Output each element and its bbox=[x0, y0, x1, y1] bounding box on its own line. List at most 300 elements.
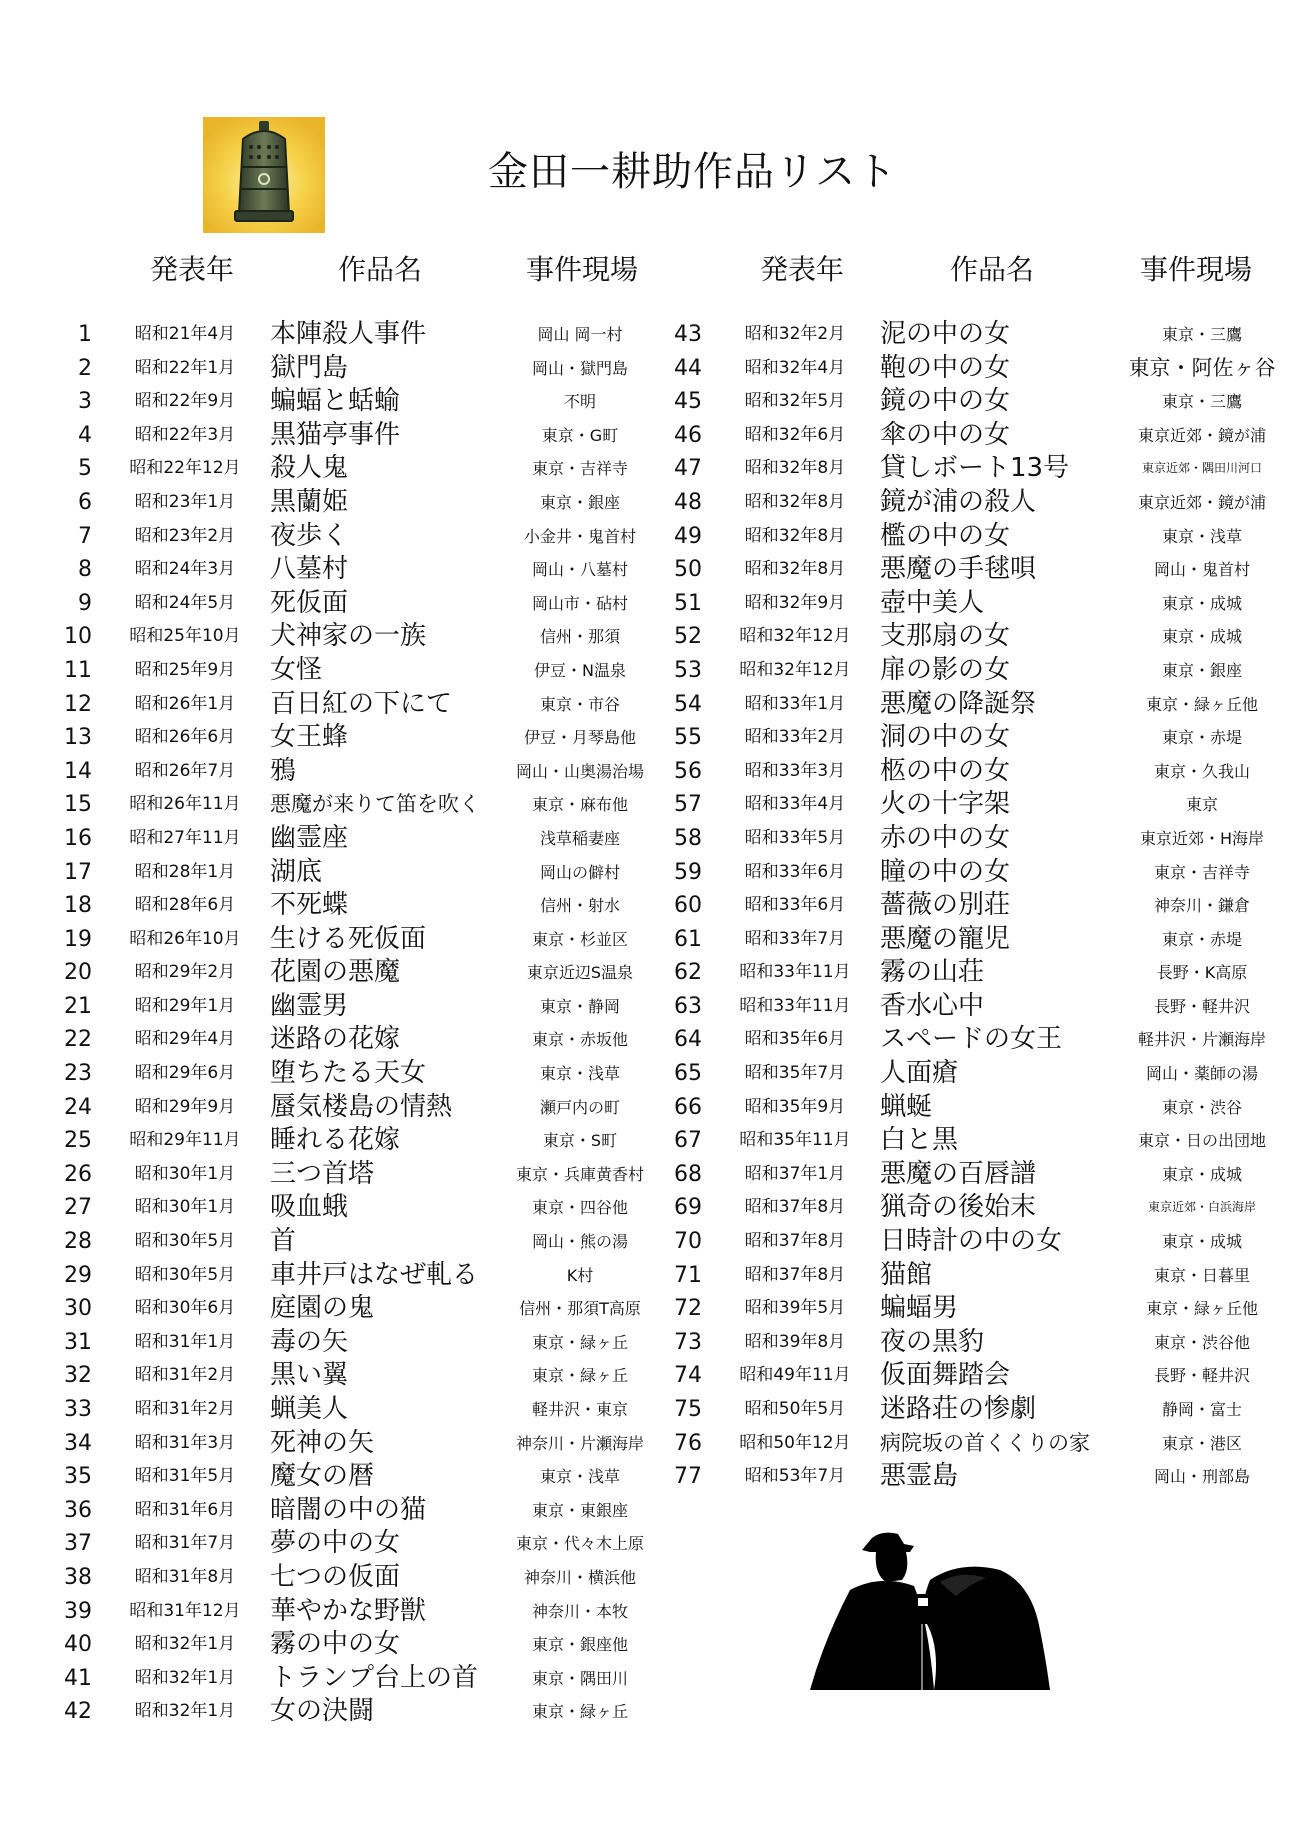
work-number: 15 bbox=[64, 792, 92, 818]
work-title: 七つの仮面 bbox=[270, 1561, 401, 1592]
crime-scene: 長野・軽井沢 bbox=[1153, 996, 1250, 1016]
crime-scene: 岡山・刑部島 bbox=[1153, 1467, 1250, 1487]
publication-year: 昭和29年9月 bbox=[134, 1096, 236, 1117]
work-number: 64 bbox=[674, 1027, 702, 1053]
crime-scene: 東京・市谷 bbox=[539, 694, 620, 714]
work-number: 7 bbox=[78, 523, 92, 549]
work-title: 悪魔の手毬唄 bbox=[880, 554, 1037, 585]
publication-year: 昭和29年2月 bbox=[134, 962, 236, 983]
crime-scene: 岡山 岡一村 bbox=[537, 325, 623, 344]
crime-scene: 東京・S町 bbox=[542, 1131, 618, 1151]
work-title: 迷路荘の惨劇 bbox=[880, 1394, 1037, 1424]
publication-year: 昭和29年6月 bbox=[134, 1063, 236, 1084]
work-number: 27 bbox=[64, 1195, 92, 1221]
crime-scene: 東京・銀座 bbox=[539, 492, 620, 512]
work-title: 火の十字架 bbox=[880, 789, 1011, 820]
crime-scene: 東京・G町 bbox=[541, 425, 619, 445]
work-number: 18 bbox=[64, 893, 92, 919]
work-title: トランプ台上の首 bbox=[270, 1662, 479, 1693]
publication-year: 昭和32年9月 bbox=[744, 592, 846, 613]
crime-scene: 神奈川・横浜他 bbox=[523, 1567, 636, 1587]
work-number: 29 bbox=[64, 1262, 92, 1288]
crime-scene: 東京・緑ヶ丘 bbox=[531, 1332, 628, 1352]
publication-year: 昭和29年11月 bbox=[129, 1130, 241, 1151]
work-number: 16 bbox=[64, 825, 92, 851]
work-number: 30 bbox=[64, 1296, 92, 1322]
work-number: 40 bbox=[64, 1632, 92, 1658]
work-title: 死仮面 bbox=[270, 587, 349, 618]
publication-year: 昭和32年12月 bbox=[739, 659, 851, 680]
publication-year: 昭和33年4月 bbox=[744, 794, 846, 815]
crime-scene: 東京・四谷他 bbox=[531, 1198, 628, 1218]
crime-scene: 東京・成城 bbox=[1161, 593, 1242, 613]
header-work-right: 作品名 bbox=[950, 253, 1035, 286]
work-number: 61 bbox=[674, 926, 702, 952]
publication-year: 昭和32年5月 bbox=[744, 391, 846, 412]
publication-year: 昭和30年1月 bbox=[134, 1197, 236, 1218]
work-title: 夜の黒豹 bbox=[880, 1326, 985, 1357]
work-number: 32 bbox=[64, 1363, 92, 1389]
crime-scene: 長野・軽井沢 bbox=[1153, 1366, 1250, 1386]
work-title: 吸血蛾 bbox=[270, 1192, 349, 1223]
work-number: 6 bbox=[78, 489, 92, 515]
publication-year: 昭和30年6月 bbox=[134, 1298, 236, 1319]
work-number: 38 bbox=[64, 1564, 92, 1590]
work-title: 黒い翼 bbox=[270, 1360, 349, 1391]
publication-year: 昭和33年6月 bbox=[744, 861, 846, 882]
publication-year: 昭和35年11月 bbox=[739, 1130, 851, 1151]
work-title: 蝙蝠と蛞蝓 bbox=[270, 386, 401, 417]
work-title: 悪霊島 bbox=[880, 1461, 959, 1492]
work-title: 日時計の中の女 bbox=[880, 1226, 1063, 1257]
work-title: 扉の影の女 bbox=[880, 654, 1011, 685]
crime-scene: 東京・緑ヶ丘他 bbox=[1145, 694, 1258, 714]
work-title: 鏡の中の女 bbox=[880, 386, 1011, 417]
work-title: 仮面舞踏会 bbox=[880, 1360, 1011, 1391]
crime-scene: 東京・久我山 bbox=[1153, 761, 1250, 781]
work-title: 夜歩く bbox=[270, 520, 349, 551]
crime-scene: 岡山・薬師の湯 bbox=[1145, 1064, 1258, 1084]
work-number: 65 bbox=[674, 1061, 702, 1087]
publication-year: 昭和29年4月 bbox=[134, 1029, 236, 1050]
crime-scene: 東京・静岡 bbox=[539, 996, 620, 1016]
work-title: 女の決闘 bbox=[270, 1696, 375, 1727]
publication-year: 昭和26年10月 bbox=[129, 928, 241, 949]
work-number: 72 bbox=[674, 1296, 702, 1322]
work-number: 22 bbox=[64, 1027, 92, 1053]
work-title: スペードの女王 bbox=[880, 1024, 1063, 1055]
work-number: 25 bbox=[64, 1128, 92, 1154]
work-number: 74 bbox=[674, 1363, 702, 1389]
work-number: 58 bbox=[674, 825, 702, 851]
publication-year: 昭和30年5月 bbox=[134, 1231, 236, 1252]
crime-scene: 軽井沢・片瀬海岸 bbox=[1137, 1030, 1266, 1050]
publication-year: 昭和24年5月 bbox=[134, 592, 236, 613]
crime-scene: 東京・吉祥寺 bbox=[531, 459, 628, 479]
crime-scene: 不明 bbox=[563, 392, 596, 412]
crime-scene: 東京・三鷹 bbox=[1161, 392, 1242, 412]
publication-year: 昭和50年5月 bbox=[744, 1399, 846, 1419]
crime-scene: 東京・緑ヶ丘 bbox=[531, 1366, 628, 1386]
work-number: 68 bbox=[674, 1161, 702, 1187]
work-title: 黒猫亭事件 bbox=[270, 419, 401, 450]
publication-year: 昭和33年11月 bbox=[739, 962, 851, 983]
crime-scene: 東京・阿佐ヶ谷 bbox=[1128, 355, 1276, 380]
work-title: 湖底 bbox=[270, 856, 323, 887]
work-number: 60 bbox=[674, 893, 702, 919]
publication-year: 昭和31年7月 bbox=[134, 1533, 236, 1554]
crime-scene: 東京・港区 bbox=[1161, 1433, 1242, 1453]
work-title: 悪魔の百唇譜 bbox=[880, 1158, 1037, 1189]
crime-scene: 伊豆・N温泉 bbox=[534, 660, 626, 680]
work-number: 52 bbox=[674, 624, 702, 650]
work-number: 45 bbox=[674, 389, 702, 415]
crime-scene: 東京近郊・白浜海岸 bbox=[1147, 1200, 1256, 1215]
work-number: 24 bbox=[64, 1094, 92, 1120]
crime-scene: 東京・浅草 bbox=[539, 1064, 620, 1084]
work-number: 50 bbox=[674, 557, 702, 583]
work-title: 三つ首塔 bbox=[270, 1158, 375, 1189]
work-title: 毒の矢 bbox=[270, 1326, 349, 1357]
work-title: 女怪 bbox=[270, 654, 323, 685]
work-title: 女王蜂 bbox=[270, 722, 349, 753]
crime-scene: 瀬戸内の町 bbox=[539, 1097, 620, 1117]
header-year-left: 発表年 bbox=[150, 253, 235, 286]
crime-scene: 東京近郊・H海岸 bbox=[1139, 828, 1265, 848]
crime-scene: 東京・代々木上原 bbox=[515, 1534, 644, 1554]
publication-year: 昭和23年1月 bbox=[134, 491, 236, 512]
crime-scene: 東京・浅草 bbox=[1161, 526, 1242, 546]
publication-year: 昭和37年8月 bbox=[744, 1197, 846, 1218]
work-title: 香水心中 bbox=[880, 990, 985, 1021]
work-title: 鏡が浦の殺人 bbox=[880, 486, 1037, 517]
publication-year: 昭和37年8月 bbox=[744, 1264, 846, 1285]
publication-year: 昭和33年5月 bbox=[744, 827, 846, 848]
publication-year: 昭和32年12月 bbox=[739, 626, 851, 647]
publication-year: 昭和33年2月 bbox=[744, 727, 846, 748]
work-number: 43 bbox=[674, 322, 702, 347]
work-title: 悪魔が来りて笛を吹く bbox=[270, 792, 480, 817]
header-work-left: 作品名 bbox=[338, 253, 423, 286]
crime-scene: 東京・緑ヶ丘 bbox=[531, 1702, 628, 1722]
work-number: 13 bbox=[64, 725, 92, 751]
publication-year: 昭和26年6月 bbox=[134, 727, 236, 748]
crime-scene: 信州・那須T高原 bbox=[519, 1299, 641, 1319]
crime-scene: 東京・杉並区 bbox=[531, 929, 628, 949]
crime-scene: 東京近辺S温泉 bbox=[526, 963, 634, 983]
work-number: 53 bbox=[674, 657, 702, 683]
crime-scene: 東京・麻布他 bbox=[531, 795, 628, 815]
work-number: 9 bbox=[78, 590, 92, 616]
crime-scene: 東京・隅田川 bbox=[531, 1668, 628, 1688]
work-title: 鴉 bbox=[270, 755, 297, 786]
publication-year: 昭和23年2月 bbox=[134, 525, 236, 546]
work-title: 猟奇の後始末 bbox=[880, 1192, 1037, 1223]
crime-scene: 岡山・鬼首村 bbox=[1153, 560, 1250, 580]
header-place-left: 事件現場 bbox=[526, 253, 639, 286]
crime-scene: K村 bbox=[566, 1265, 594, 1285]
work-title: 夢の中の女 bbox=[270, 1528, 401, 1559]
work-title: 柩の中の女 bbox=[880, 755, 1011, 786]
work-title: 犬神家の一族 bbox=[270, 621, 427, 652]
publication-year: 昭和30年1月 bbox=[134, 1163, 236, 1184]
publication-year: 昭和33年7月 bbox=[744, 928, 846, 949]
crime-scene: 小金井・鬼首村 bbox=[523, 526, 636, 546]
crime-scene: 浅草稲妻座 bbox=[539, 828, 620, 848]
work-title: 白と黒 bbox=[880, 1125, 959, 1156]
publication-year: 昭和33年1月 bbox=[744, 693, 846, 714]
publication-year: 昭和37年8月 bbox=[744, 1231, 846, 1252]
work-number: 12 bbox=[64, 691, 92, 717]
work-title: 霧の山荘 bbox=[880, 957, 985, 988]
work-number: 46 bbox=[674, 422, 702, 448]
work-number: 21 bbox=[64, 993, 92, 1019]
work-number: 76 bbox=[674, 1430, 702, 1456]
work-title: 生ける死仮面 bbox=[270, 923, 427, 954]
crime-scene: 東京・兵庫黄香村 bbox=[515, 1164, 644, 1184]
crime-scene: 東京近郊・隅田川河口 bbox=[1141, 461, 1262, 476]
publication-year: 昭和29年1月 bbox=[134, 995, 236, 1016]
crime-scene: 東京・成城 bbox=[1161, 627, 1242, 647]
work-title: 八墓村 bbox=[270, 554, 349, 585]
publication-year: 昭和26年11月 bbox=[129, 794, 241, 815]
work-number: 2 bbox=[78, 355, 92, 381]
crime-scene: 岡山・熊の湯 bbox=[531, 1232, 628, 1252]
work-title: 暗闇の中の猫 bbox=[270, 1494, 427, 1525]
crime-scene: 東京・成城 bbox=[1161, 1232, 1242, 1252]
work-title: 幽霊座 bbox=[270, 822, 349, 853]
crime-scene: 東京・吉祥寺 bbox=[1153, 862, 1250, 882]
work-title: 悪魔の降誕祭 bbox=[880, 688, 1037, 719]
work-number: 41 bbox=[64, 1665, 92, 1691]
work-number: 67 bbox=[674, 1128, 702, 1154]
work-title: 堕ちたる天女 bbox=[270, 1058, 427, 1089]
work-number: 35 bbox=[64, 1464, 92, 1490]
work-number: 37 bbox=[64, 1531, 92, 1557]
work-number: 26 bbox=[64, 1161, 92, 1187]
publication-year: 昭和22年1月 bbox=[134, 357, 236, 378]
work-title: 華やかな野獣 bbox=[270, 1595, 427, 1626]
crime-scene: 岡山の僻村 bbox=[539, 862, 620, 882]
work-title: 百日紅の下にて bbox=[270, 688, 453, 719]
work-number: 63 bbox=[674, 993, 702, 1019]
publication-year: 昭和33年6月 bbox=[744, 895, 846, 916]
publication-year: 昭和35年7月 bbox=[744, 1063, 846, 1084]
work-number: 5 bbox=[78, 456, 92, 482]
crime-scene: 東京・三鷹 bbox=[1161, 325, 1242, 344]
publication-year: 昭和26年7月 bbox=[134, 760, 236, 781]
work-number: 62 bbox=[674, 960, 702, 986]
work-number: 23 bbox=[64, 1061, 92, 1087]
publication-year: 昭和39年8月 bbox=[744, 1331, 846, 1352]
work-number: 42 bbox=[64, 1699, 92, 1725]
crime-scene: 東京・緑ヶ丘他 bbox=[1145, 1299, 1258, 1319]
work-number: 59 bbox=[674, 859, 702, 885]
crime-scene: 長野・K高原 bbox=[1156, 963, 1248, 983]
work-number: 71 bbox=[674, 1262, 702, 1288]
crime-scene: 東京・浅草 bbox=[539, 1467, 620, 1487]
publication-year: 昭和32年8月 bbox=[744, 525, 846, 546]
publication-year: 昭和31年5月 bbox=[134, 1466, 236, 1487]
crime-scene: 東京・銀座 bbox=[1161, 660, 1242, 680]
work-number: 44 bbox=[674, 355, 702, 381]
work-title: 鞄の中の女 bbox=[880, 352, 1011, 383]
publication-year: 昭和26年1月 bbox=[134, 693, 236, 714]
work-title: 支那扇の女 bbox=[880, 621, 1011, 652]
publication-year: 昭和35年6月 bbox=[744, 1029, 846, 1050]
work-number: 66 bbox=[674, 1094, 702, 1120]
work-number: 70 bbox=[674, 1229, 702, 1255]
crime-scene: 信州・射水 bbox=[539, 896, 620, 916]
publication-year: 昭和32年1月 bbox=[134, 1701, 236, 1722]
crime-scene: 信州・那須 bbox=[539, 627, 620, 647]
work-number: 31 bbox=[64, 1329, 92, 1355]
work-title: 傘の中の女 bbox=[880, 419, 1011, 450]
crime-scene: 岡山・獄門島 bbox=[531, 358, 628, 378]
work-title: 本陣殺人事件 bbox=[270, 319, 427, 349]
publication-year: 昭和21年4月 bbox=[134, 324, 236, 344]
work-number: 55 bbox=[674, 725, 702, 751]
crime-scene: 伊豆・月琴島他 bbox=[523, 728, 636, 748]
work-title: 幽霊男 bbox=[270, 990, 349, 1021]
work-number: 57 bbox=[674, 792, 702, 818]
publication-year: 昭和28年6月 bbox=[134, 895, 236, 916]
publication-year: 昭和31年8月 bbox=[134, 1566, 236, 1587]
work-title: 黒蘭姫 bbox=[270, 486, 349, 517]
work-title: 檻の中の女 bbox=[880, 520, 1011, 551]
work-title: 魔女の暦 bbox=[270, 1461, 375, 1492]
crime-scene: 東京・成城 bbox=[1161, 1164, 1242, 1184]
work-title: 不死蝶 bbox=[270, 890, 349, 921]
publication-year: 昭和31年2月 bbox=[134, 1365, 236, 1386]
header-year-right: 発表年 bbox=[760, 253, 845, 286]
publication-year: 昭和33年11月 bbox=[739, 995, 851, 1016]
publication-year: 昭和32年2月 bbox=[744, 324, 846, 344]
work-title: 死神の矢 bbox=[270, 1427, 375, 1458]
publication-year: 昭和31年3月 bbox=[134, 1432, 236, 1453]
work-number: 17 bbox=[64, 859, 92, 885]
work-number: 39 bbox=[64, 1598, 92, 1624]
work-number: 56 bbox=[674, 758, 702, 784]
work-title: 獄門島 bbox=[270, 352, 349, 383]
work-number: 47 bbox=[674, 456, 702, 482]
publication-year: 昭和24年3月 bbox=[134, 559, 236, 580]
publication-year: 昭和31年12月 bbox=[129, 1600, 241, 1621]
crime-scene: 静岡・富士 bbox=[1161, 1400, 1242, 1419]
publication-year: 昭和53年7月 bbox=[744, 1466, 846, 1487]
header-place-right: 事件現場 bbox=[1140, 253, 1253, 286]
crime-scene: 岡山・山奥湯治場 bbox=[515, 761, 644, 781]
publication-year: 昭和22年9月 bbox=[134, 391, 236, 412]
work-number: 51 bbox=[674, 590, 702, 616]
work-title: 車井戸はなぜ軋る bbox=[270, 1259, 479, 1290]
crime-scene: 東京・日の出団地 bbox=[1137, 1131, 1266, 1151]
crime-scene: 神奈川・本牧 bbox=[531, 1601, 628, 1621]
work-number: 28 bbox=[64, 1229, 92, 1255]
work-number: 49 bbox=[674, 523, 702, 549]
work-number: 48 bbox=[674, 489, 702, 515]
crime-scene: 東京・赤堤 bbox=[1161, 929, 1242, 949]
work-number: 77 bbox=[674, 1464, 702, 1490]
work-number: 10 bbox=[64, 624, 92, 650]
work-title: 蝋美人 bbox=[270, 1394, 349, 1424]
publication-year: 昭和50年12月 bbox=[739, 1432, 851, 1453]
publication-year: 昭和28年1月 bbox=[134, 861, 236, 882]
publication-year: 昭和32年4月 bbox=[744, 357, 846, 378]
crime-scene: 東京・日暮里 bbox=[1153, 1265, 1250, 1285]
work-title: 蝙蝠男 bbox=[880, 1293, 959, 1324]
work-title: 薔薇の別荘 bbox=[880, 890, 1011, 921]
work-number: 11 bbox=[64, 657, 92, 683]
crime-scene: 東京・東銀座 bbox=[531, 1500, 628, 1520]
detective-silhouette bbox=[810, 1530, 1050, 1690]
work-number: 75 bbox=[674, 1397, 702, 1422]
temple-bell-icon bbox=[203, 117, 325, 233]
work-title: 悪魔の寵児 bbox=[880, 923, 1011, 954]
work-number: 33 bbox=[64, 1397, 92, 1422]
crime-scene: 東京近郊・鏡が浦 bbox=[1137, 425, 1266, 445]
publication-year: 昭和32年8月 bbox=[744, 458, 846, 479]
publication-year: 昭和49年11月 bbox=[739, 1365, 851, 1386]
crime-scene: 東京・赤坂他 bbox=[531, 1030, 628, 1050]
work-title: 首 bbox=[270, 1226, 297, 1257]
work-number: 69 bbox=[674, 1195, 702, 1221]
work-title: 花園の悪魔 bbox=[270, 957, 401, 988]
publication-year: 昭和22年3月 bbox=[134, 424, 236, 445]
work-number: 3 bbox=[78, 389, 92, 415]
work-number: 19 bbox=[64, 926, 92, 952]
publication-year: 昭和37年1月 bbox=[744, 1163, 846, 1184]
work-title: 洞の中の女 bbox=[880, 722, 1011, 753]
work-title: 人面瘡 bbox=[880, 1058, 959, 1089]
crime-scene: 東京近郊・鏡が浦 bbox=[1137, 492, 1266, 512]
work-number: 14 bbox=[64, 758, 92, 784]
crime-scene: 東京・赤堤 bbox=[1161, 728, 1242, 748]
publication-year: 昭和32年1月 bbox=[134, 1667, 236, 1688]
work-number: 8 bbox=[78, 557, 92, 583]
work-number: 34 bbox=[64, 1430, 92, 1456]
work-number: 1 bbox=[78, 322, 92, 347]
work-title: 貸しボート13号 bbox=[880, 453, 1070, 484]
work-title: 赤の中の女 bbox=[880, 822, 1011, 853]
work-number: 54 bbox=[674, 691, 702, 717]
publication-year: 昭和27年11月 bbox=[129, 827, 241, 848]
crime-scene: 軽井沢・東京 bbox=[531, 1400, 628, 1419]
work-title: 猫館 bbox=[880, 1259, 933, 1290]
work-number: 73 bbox=[674, 1329, 702, 1355]
work-title: 病院坂の首くくりの家 bbox=[880, 1430, 1090, 1455]
work-title: 睡れる花嫁 bbox=[270, 1125, 401, 1156]
publication-year: 昭和39年5月 bbox=[744, 1298, 846, 1319]
work-number: 36 bbox=[64, 1497, 92, 1523]
publication-year: 昭和25年9月 bbox=[134, 659, 236, 680]
work-title: 壺中美人 bbox=[880, 587, 985, 618]
publication-year: 昭和32年1月 bbox=[134, 1634, 236, 1655]
publication-year: 昭和32年8月 bbox=[744, 559, 846, 580]
work-title: 蜃気楼島の情熱 bbox=[270, 1091, 453, 1122]
publication-year: 昭和25年10月 bbox=[129, 626, 241, 647]
publication-year: 昭和32年6月 bbox=[744, 424, 846, 445]
work-title: 霧の中の女 bbox=[270, 1629, 401, 1660]
work-number: 4 bbox=[78, 422, 92, 448]
crime-scene: 東京 bbox=[1185, 795, 1218, 815]
publication-year: 昭和33年3月 bbox=[744, 760, 846, 781]
work-title: 瞳の中の女 bbox=[880, 856, 1011, 887]
crime-scene: 神奈川・片瀬海岸 bbox=[515, 1433, 644, 1453]
work-title: 蝋蜒 bbox=[880, 1091, 933, 1122]
publication-year: 昭和32年8月 bbox=[744, 491, 846, 512]
work-title: 泥の中の女 bbox=[880, 319, 1011, 349]
